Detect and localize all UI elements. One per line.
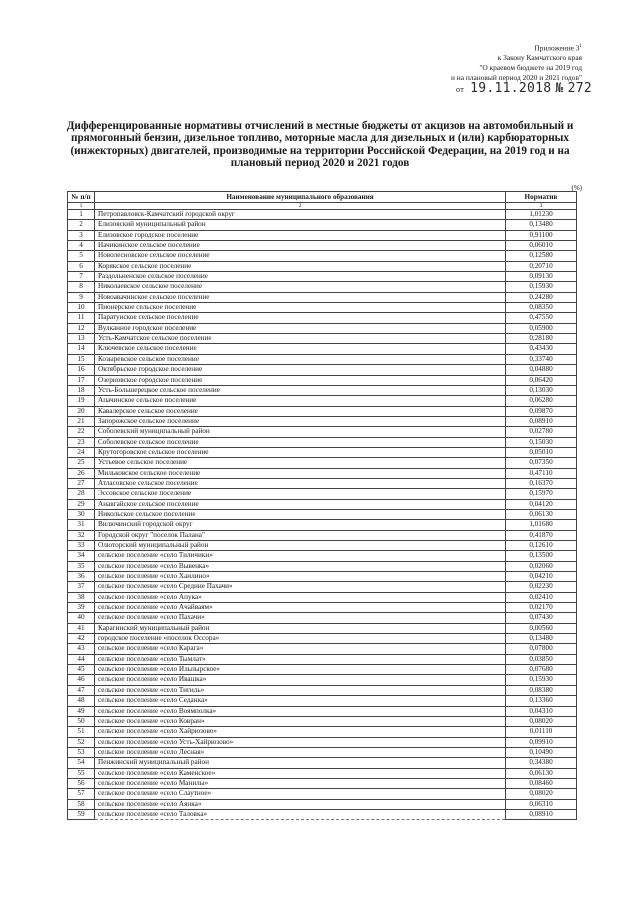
row-number: 8 xyxy=(68,282,95,292)
norm-value: 0,08350 xyxy=(506,303,577,313)
norm-value: 0,06420 xyxy=(506,375,577,385)
municipality-name: сельское поселение «село Ачайваям» xyxy=(95,603,506,613)
number-sign: № xyxy=(555,81,564,96)
municipality-name: Карагинский муниципальный район xyxy=(95,623,506,633)
law-date-number xyxy=(456,80,592,98)
norm-value: 0,41870 xyxy=(506,530,577,540)
header-number: № п/п xyxy=(68,192,95,203)
table-row xyxy=(68,778,577,788)
municipality-name: Запорожское сельское поселение xyxy=(95,416,506,426)
municipality-name: Анавгайское сельское поселение xyxy=(95,499,506,509)
table-row xyxy=(68,375,577,385)
municipality-name: Апачинское сельское поселение xyxy=(95,396,506,406)
row-number: 51 xyxy=(68,727,95,737)
row-number: 22 xyxy=(68,427,95,437)
appendix-line-2: к Закону Камчатского края xyxy=(497,53,582,63)
law-number: 272 xyxy=(567,81,592,96)
row-number: 38 xyxy=(68,592,95,602)
norms-table xyxy=(67,191,577,820)
table-row xyxy=(68,758,577,768)
row-number: 41 xyxy=(68,623,95,633)
table-row xyxy=(68,344,577,354)
table-row xyxy=(68,210,577,220)
municipality-name: сельское поселение «село Хаилино» xyxy=(95,572,506,582)
municipality-name: Паратунское сельское поселение xyxy=(95,313,506,323)
table-row xyxy=(68,437,577,447)
municipality-name: Олюторский муниципальный район xyxy=(95,541,506,551)
norm-value: 0,13500 xyxy=(506,551,577,561)
municipality-name: Пионерское сельское поселение xyxy=(95,303,506,313)
row-number: 20 xyxy=(68,406,95,416)
municipality-name: Усть-Большерецкое сельское поселение xyxy=(95,385,506,395)
norm-value: 0,06010 xyxy=(506,241,577,251)
table-row xyxy=(68,241,577,251)
row-number: 48 xyxy=(68,696,95,706)
table-row xyxy=(68,541,577,551)
norm-value: 0,15930 xyxy=(506,282,577,292)
table-row xyxy=(68,427,577,437)
municipality-name: сельское поселение «село Средние Пахачи» xyxy=(95,582,506,592)
row-number: 10 xyxy=(68,303,95,313)
row-number: 54 xyxy=(68,758,95,768)
table-row xyxy=(68,385,577,395)
row-number: 5 xyxy=(68,251,95,261)
norm-value: 0,07680 xyxy=(506,665,577,675)
header-norm: Норматив xyxy=(506,192,577,203)
norm-value: 0,08910 xyxy=(506,809,577,819)
row-number: 29 xyxy=(68,499,95,509)
row-number: 32 xyxy=(68,530,95,540)
row-number: 55 xyxy=(68,768,95,778)
municipality-name: Октябрьское городское поселение xyxy=(95,365,506,375)
table-row xyxy=(68,230,577,240)
table-row xyxy=(68,406,577,416)
norm-value: 0,13360 xyxy=(506,696,577,706)
municipality-name: Корякское сельское поселение xyxy=(95,261,506,271)
table-row xyxy=(68,737,577,747)
row-number: 47 xyxy=(68,685,95,695)
row-number: 52 xyxy=(68,737,95,747)
norm-value: 1,01680 xyxy=(506,520,577,530)
municipality-name: Атласовское сельское поселение xyxy=(95,478,506,488)
norm-value: 0,06130 xyxy=(506,509,577,519)
norm-value: 0,05010 xyxy=(506,447,577,457)
municipality-name: Елизовский муниципальный район xyxy=(95,220,506,230)
municipality-name: сельское поселение «село Манилы» xyxy=(95,778,506,788)
municipality-name: сельское поселение «село Хайрюзово» xyxy=(95,727,506,737)
row-number: 50 xyxy=(68,716,95,726)
norm-value: 0,02780 xyxy=(506,427,577,437)
municipality-name: Пенжинский муниципальный район xyxy=(95,758,506,768)
norm-value: 0,91100 xyxy=(506,230,577,240)
norm-value: 0,04880 xyxy=(506,365,577,375)
norm-value: 0,13480 xyxy=(506,634,577,644)
table-row xyxy=(68,220,577,230)
norm-value: 0,28180 xyxy=(506,334,577,344)
header-name: Наименование муниципального образования xyxy=(95,192,506,203)
municipality-name: Эссовское сельское поселение xyxy=(95,489,506,499)
norm-value: 0,04120 xyxy=(506,499,577,509)
table-row xyxy=(68,675,577,685)
norm-value: 0,12580 xyxy=(506,251,577,261)
row-number: 27 xyxy=(68,478,95,488)
table-row xyxy=(68,809,577,819)
table-row xyxy=(68,706,577,716)
row-number: 16 xyxy=(68,365,95,375)
norm-value: 0,08020 xyxy=(506,789,577,799)
table-row xyxy=(68,396,577,406)
municipality-name: Крутогоровское сельское поселение xyxy=(95,447,506,457)
norm-value: 0,02230 xyxy=(506,582,577,592)
norm-value: 0,08020 xyxy=(506,716,577,726)
municipality-name: Соболевский муниципальный район xyxy=(95,427,506,437)
row-number: 23 xyxy=(68,437,95,447)
municipality-name: Мильковское сельское поселение xyxy=(95,468,506,478)
norm-value: 1,01230 xyxy=(506,210,577,220)
table-row xyxy=(68,561,577,571)
norm-value: 0,47550 xyxy=(506,313,577,323)
table-row xyxy=(68,634,577,644)
municipality-name: Новолесновское сельское поселение xyxy=(95,251,506,261)
index-3: 3 xyxy=(506,203,577,210)
municipality-name: сельское поселение «село Вывенка» xyxy=(95,561,506,571)
municipality-name: сельское поселение «село Ивашка» xyxy=(95,675,506,685)
table-row xyxy=(68,468,577,478)
municipality-name: сельское поселение «село Каменское» xyxy=(95,768,506,778)
row-number: 59 xyxy=(68,809,95,819)
row-number: 57 xyxy=(68,789,95,799)
appendix-superscript: 1 xyxy=(579,44,582,49)
table-row xyxy=(68,478,577,488)
norm-value: 0,15030 xyxy=(506,437,577,447)
row-number: 19 xyxy=(68,396,95,406)
row-number: 33 xyxy=(68,541,95,551)
row-number: 31 xyxy=(68,520,95,530)
municipality-name: сельское поселение «село Ковран» xyxy=(95,716,506,726)
row-number: 1 xyxy=(68,210,95,220)
norm-value: 0,43430 xyxy=(506,344,577,354)
row-number: 35 xyxy=(68,561,95,571)
row-number: 44 xyxy=(68,654,95,664)
municipality-name: сельское поселение «село Тиличики» xyxy=(95,551,506,561)
municipality-name: Кавалерское сельское поселение xyxy=(95,406,506,416)
table-row xyxy=(68,799,577,809)
row-number: 45 xyxy=(68,665,95,675)
norm-value: 0,20710 xyxy=(506,261,577,271)
unit-label: (%) xyxy=(571,184,582,192)
table-row xyxy=(68,613,577,623)
table-row xyxy=(68,261,577,271)
norm-value: 0,12610 xyxy=(506,541,577,551)
municipality-name: Николаевское сельское поселение xyxy=(95,282,506,292)
norm-value: 0,08910 xyxy=(506,416,577,426)
norm-value: 0,06310 xyxy=(506,799,577,809)
municipality-name: Ключевское сельское поселение xyxy=(95,344,506,354)
table-row xyxy=(68,727,577,737)
municipality-name: сельское поселение «село Усть-Хайрюзово» xyxy=(95,737,506,747)
municipality-name: сельское поселение «село Ильпырское» xyxy=(95,665,506,675)
norm-value: 0,10490 xyxy=(506,747,577,757)
norm-value: 0,15970 xyxy=(506,489,577,499)
municipality-name: Козыревское сельское поселение xyxy=(95,354,506,364)
municipality-name: Соболевское сельское поселение xyxy=(95,437,506,447)
municipality-name: сельское поселение «село Воямполка» xyxy=(95,706,506,716)
municipality-name: Городской округ "поселок Палана" xyxy=(95,530,506,540)
row-number: 6 xyxy=(68,261,95,271)
municipality-name: Раздольненское сельское поселение xyxy=(95,272,506,282)
row-number: 15 xyxy=(68,354,95,364)
table-row xyxy=(68,509,577,519)
norm-value: 0,07350 xyxy=(506,458,577,468)
row-number: 34 xyxy=(68,551,95,561)
municipality-name: Елизовское городское поселение xyxy=(95,230,506,240)
table-row xyxy=(68,603,577,613)
row-number: 58 xyxy=(68,799,95,809)
norm-value: 0,34380 xyxy=(506,758,577,768)
table-row xyxy=(68,520,577,530)
norm-value: 0,02410 xyxy=(506,592,577,602)
municipality-name: Устьевое сельское поселение xyxy=(95,458,506,468)
table-row xyxy=(68,354,577,364)
table-row xyxy=(68,499,577,509)
norm-value: 0,08460 xyxy=(506,778,577,788)
table-row xyxy=(68,572,577,582)
norm-value: 0,07800 xyxy=(506,644,577,654)
row-number: 25 xyxy=(68,458,95,468)
table-row xyxy=(68,654,577,664)
norm-value: 0,33740 xyxy=(506,354,577,364)
norm-value: 0,01110 xyxy=(506,727,577,737)
norm-value: 0,00560 xyxy=(506,623,577,633)
appendix-block xyxy=(322,42,582,83)
row-number: 24 xyxy=(68,447,95,457)
row-number: 37 xyxy=(68,582,95,592)
table-row xyxy=(68,716,577,726)
row-number: 14 xyxy=(68,344,95,354)
municipality-name: Озерновское городское поселение xyxy=(95,375,506,385)
row-number: 49 xyxy=(68,706,95,716)
row-number: 13 xyxy=(68,334,95,344)
municipality-name: сельское поселение «село Тымлат» xyxy=(95,654,506,664)
row-number: 36 xyxy=(68,572,95,582)
municipality-name: Усть-Камчатское сельское поселение xyxy=(95,334,506,344)
municipality-name: сельское поселение «село Слаутное» xyxy=(95,789,506,799)
table-row xyxy=(68,665,577,675)
table-row xyxy=(68,489,577,499)
row-number: 12 xyxy=(68,323,95,333)
row-number: 2 xyxy=(68,220,95,230)
municipality-name: сельское поселение «село Седанка» xyxy=(95,696,506,706)
norm-value: 0,13030 xyxy=(506,385,577,395)
municipality-name: Начикинское сельское поселение xyxy=(95,241,506,251)
row-number: 56 xyxy=(68,778,95,788)
appendix-line-4: и на плановый период 2020 и 2021 годов" xyxy=(450,73,582,83)
table-row xyxy=(68,696,577,706)
table-row xyxy=(68,530,577,540)
table-row xyxy=(68,582,577,592)
table-row xyxy=(68,334,577,344)
norm-value: 0,24280 xyxy=(506,292,577,302)
appendix-line-3: "О краевом бюджете на 2019 год xyxy=(479,63,582,73)
row-number: 42 xyxy=(68,634,95,644)
table-row xyxy=(68,747,577,757)
norm-value: 0,02060 xyxy=(506,561,577,571)
norm-value: 0,04310 xyxy=(506,706,577,716)
table-index-row xyxy=(68,203,577,210)
norm-value: 0,02170 xyxy=(506,603,577,613)
municipality-name: Вулканное городское поселение xyxy=(95,323,506,333)
table-row xyxy=(68,768,577,778)
municipality-name: сельское поселение «село Тигиль» xyxy=(95,685,506,695)
row-number: 39 xyxy=(68,603,95,613)
row-number: 7 xyxy=(68,272,95,282)
appendix-line-1: Приложение 3 xyxy=(534,43,580,53)
row-number: 18 xyxy=(68,385,95,395)
municipality-name: сельское поселение «село Карага» xyxy=(95,644,506,654)
table-row xyxy=(68,685,577,695)
norm-value: 0,13480 xyxy=(506,220,577,230)
table-row xyxy=(68,416,577,426)
table-row xyxy=(68,458,577,468)
norm-value: 0,06280 xyxy=(506,396,577,406)
norm-value: 0,09910 xyxy=(506,737,577,747)
table-row xyxy=(68,251,577,261)
norm-value: 0,09130 xyxy=(506,272,577,282)
municipality-name: Новоавачинское сельское поселение xyxy=(95,292,506,302)
municipality-name: Никольское сельское поселение xyxy=(95,509,506,519)
row-number: 4 xyxy=(68,241,95,251)
table-row xyxy=(68,789,577,799)
municipality-name: сельское поселение «село Лесная» xyxy=(95,747,506,757)
date-prefix: от xyxy=(456,85,464,94)
table-row xyxy=(68,623,577,633)
row-number: 11 xyxy=(68,313,95,323)
row-number: 40 xyxy=(68,613,95,623)
index-1: 1 xyxy=(68,203,95,210)
municipality-name: сельское поселение «село Апука» xyxy=(95,592,506,602)
row-number: 43 xyxy=(68,644,95,654)
document-title: Дифференцированные нормативы отчислений в местные бюджеты от акцизов на автомобильный и прямогонный бензин, дизельное топливо, моторные масла для дизельных и (или) карбюраторных (инжекторных) двигателей, производимые на территории Российской Федерации, на 2019 год и на плановый период 2020 и 2021 годов xyxy=(66,120,574,170)
norm-value: 0,47110 xyxy=(506,468,577,478)
table-row xyxy=(68,323,577,333)
table-header-row xyxy=(68,192,577,203)
municipality-name: Вилючинский городской округ xyxy=(95,520,506,530)
table-row xyxy=(68,551,577,561)
table-row xyxy=(68,292,577,302)
row-number: 21 xyxy=(68,416,95,426)
row-number: 53 xyxy=(68,747,95,757)
norm-value: 0,06130 xyxy=(506,768,577,778)
table-row xyxy=(68,592,577,602)
municipality-name: сельское поселение «село Аянка» xyxy=(95,799,506,809)
norm-value: 0,07430 xyxy=(506,613,577,623)
norm-value: 0,16370 xyxy=(506,478,577,488)
table-row xyxy=(68,303,577,313)
table-row xyxy=(68,313,577,323)
norm-value: 0,04210 xyxy=(506,572,577,582)
table-row xyxy=(68,282,577,292)
municipality-name: городское поселение «поселок Оссора» xyxy=(95,634,506,644)
row-number: 17 xyxy=(68,375,95,385)
row-number: 46 xyxy=(68,675,95,685)
law-date: 19.11.2018 xyxy=(470,81,552,96)
municipality-name: Петропавловск-Камчатский городской округ xyxy=(95,210,506,220)
table-row xyxy=(68,644,577,654)
row-number: 28 xyxy=(68,489,95,499)
norm-value: 0,05900 xyxy=(506,323,577,333)
row-number: 26 xyxy=(68,468,95,478)
table-row xyxy=(68,447,577,457)
row-number: 30 xyxy=(68,509,95,519)
norm-value: 0,09870 xyxy=(506,406,577,416)
index-2: 2 xyxy=(95,203,506,210)
table-row xyxy=(68,272,577,282)
municipality-name: сельское поселение «село Таловка» xyxy=(95,809,506,819)
norm-value: 0,03850 xyxy=(506,654,577,664)
municipality-name: сельское поселение «село Пахачи» xyxy=(95,613,506,623)
norm-value: 0,08380 xyxy=(506,685,577,695)
row-number: 3 xyxy=(68,230,95,240)
row-number: 9 xyxy=(68,292,95,302)
norm-value: 0,15930 xyxy=(506,675,577,685)
table-row xyxy=(68,365,577,375)
